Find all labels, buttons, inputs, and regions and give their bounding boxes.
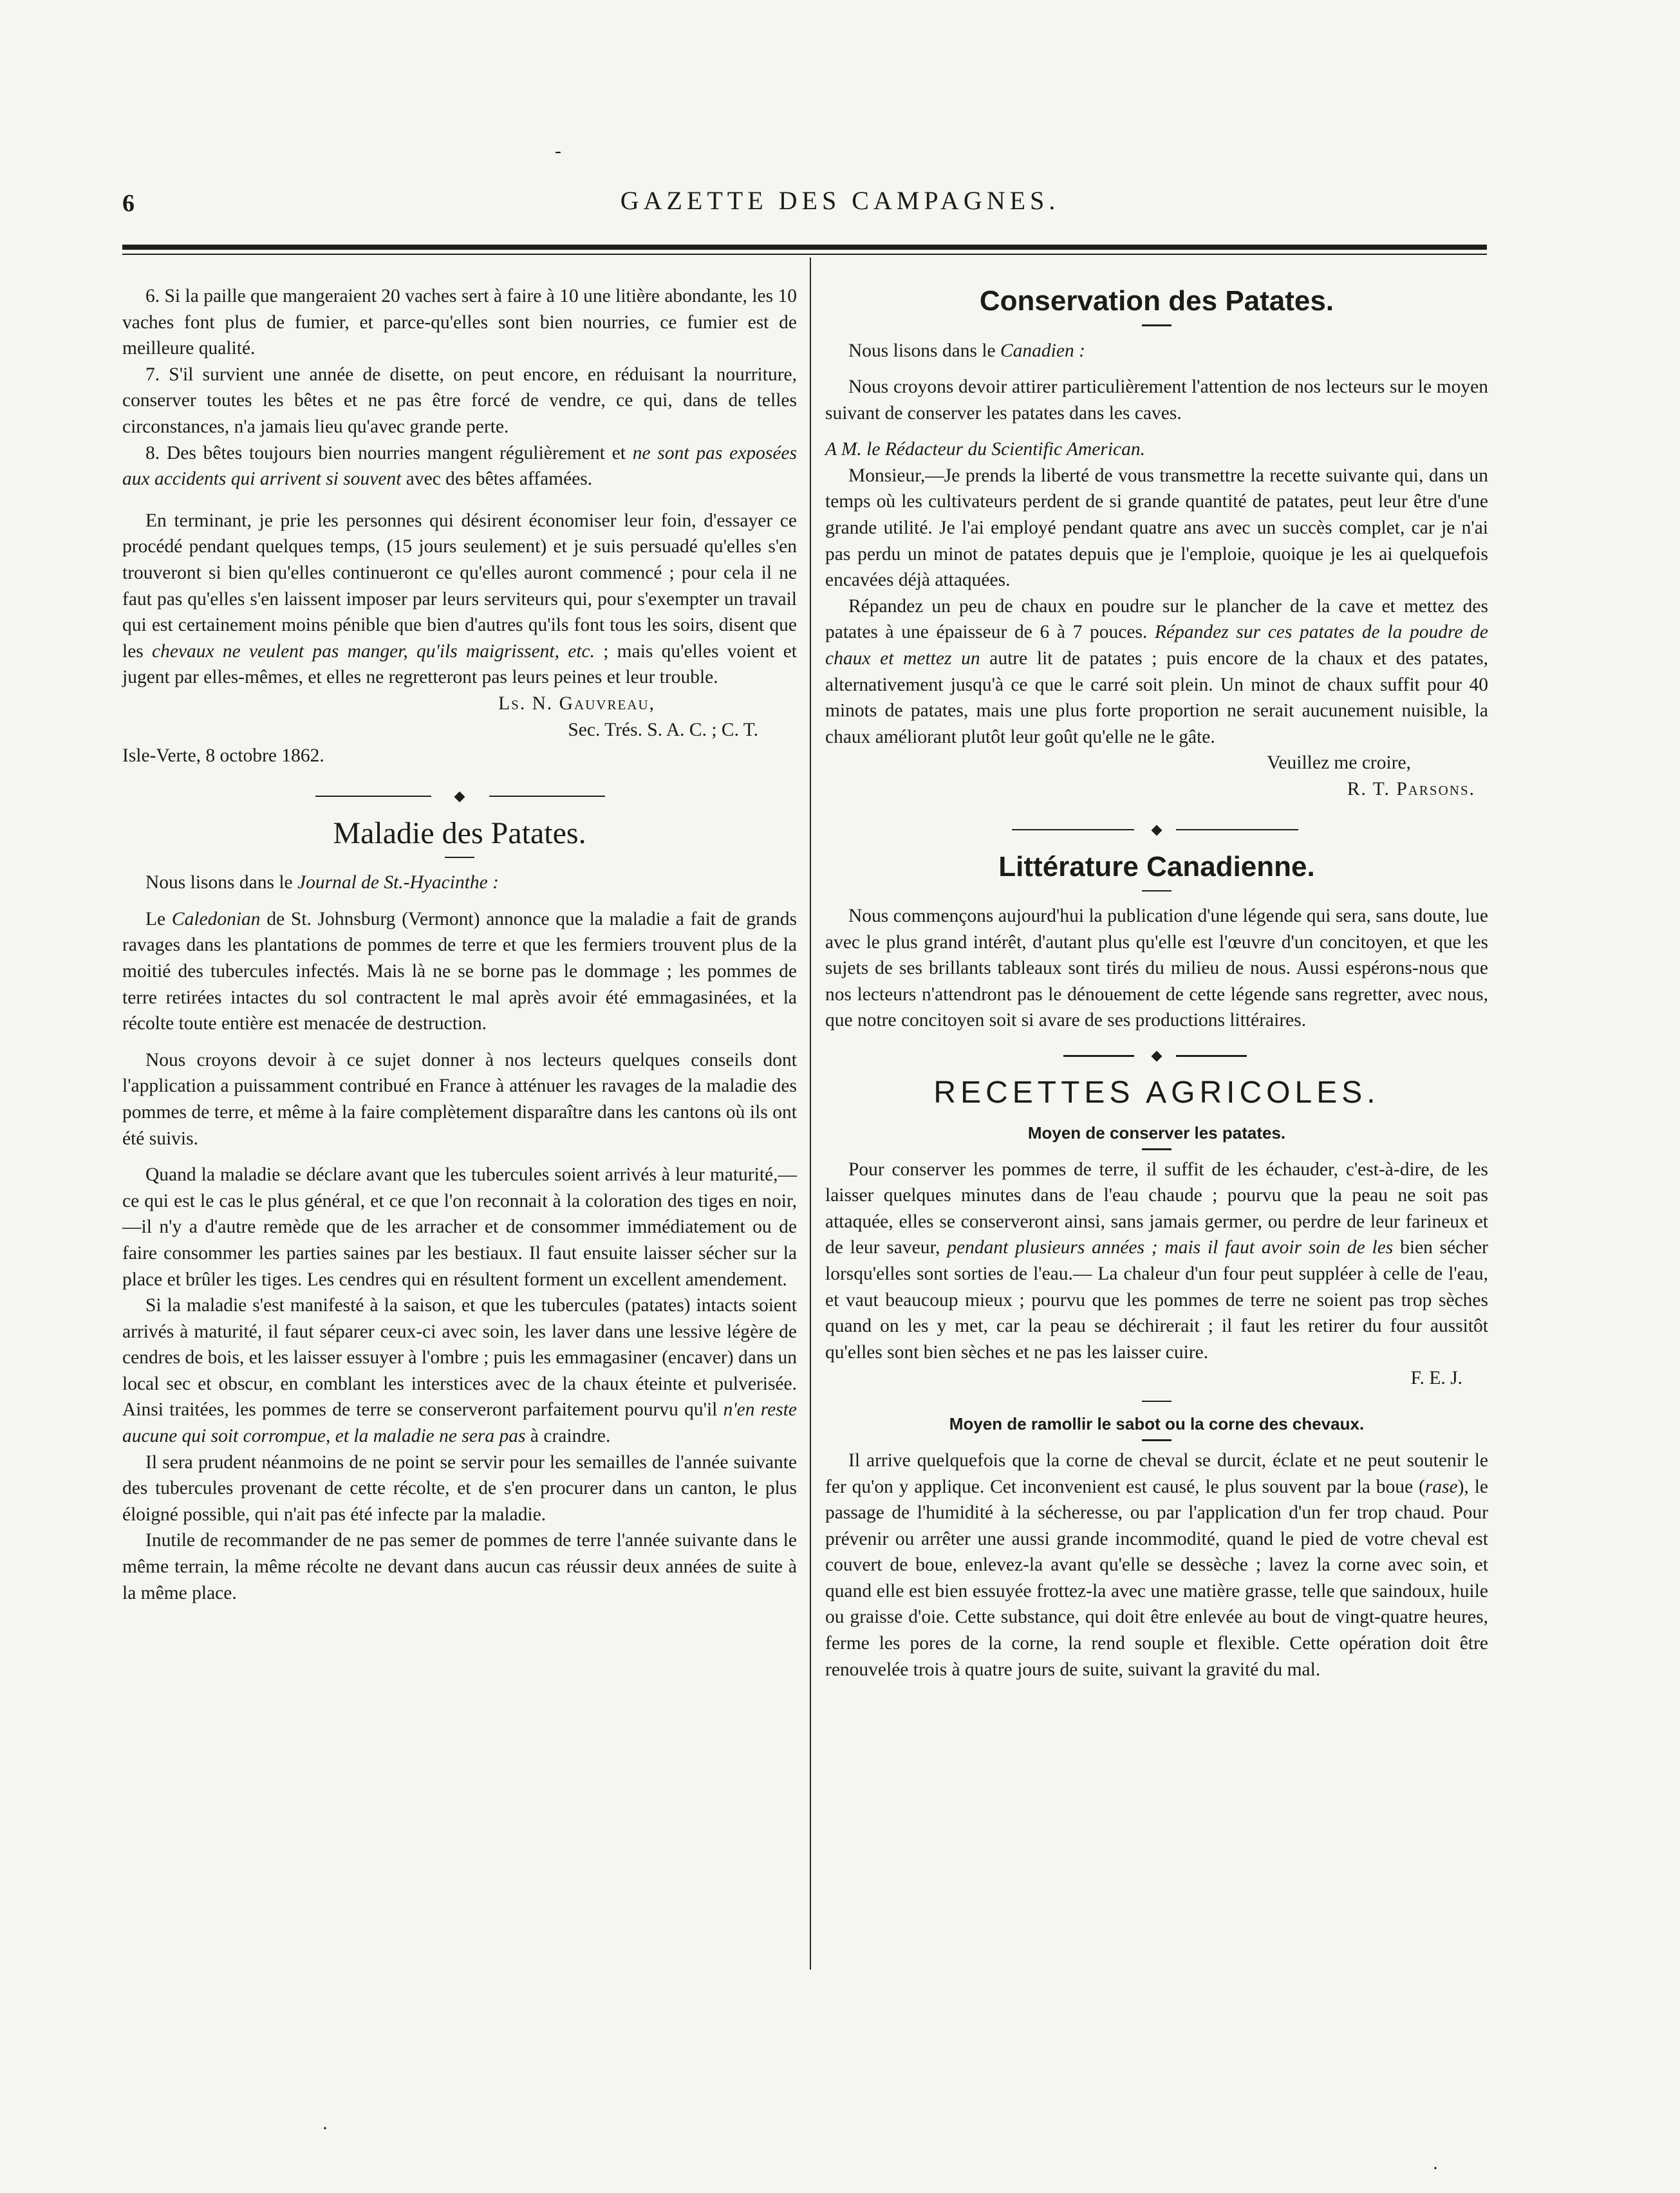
recipe-subtitle-sabot: Moyen de ramollir le sabot ou la corne des chevaux.: [949, 1414, 1365, 1434]
right-column: [825, 283, 1488, 1683]
section-title-recettes: RECETTES AGRICOLES.: [933, 1076, 1380, 1110]
title-dash: [445, 857, 474, 859]
point-6: 6. Si la paille que mangeraient 20 vaches sert à faire à 10 une litière abondante, les 10 vaches font plus de fumier, et parce-qu'elles sont bien nourries, ce fumier est de meilleure qualité.: [122, 286, 797, 359]
title-dash: [1142, 1148, 1171, 1150]
header-rule-thin: [122, 254, 1487, 255]
recipe-1-text: Pour conserver les pommes de terre, il suffit de les échauder, c'est-à-dire, de les laisser quelques minutes dans de l'eau chaude ; pourvu que la peau ne soit pas attaquée, elles se conserveront ainsi, sans jamais germer, ou perdre de leur farineux et de leur saveur, pendant plusieurs années ; mais il faut avoir soin de les bien sécher lorsqu'elles sont sorties de l'eau.— La chaleur d'un four peut suppléer à celle de l'eau, et vaut beaucoup mieux ; pourvu que les pommes de terre ne soient pas trop sèches quand on les y met, car la peau se déchirerait ; il faut les retirer du four aussitôt qu'elles sont bien sèches et ne pas les laisser cuire.: [825, 1159, 1488, 1363]
title-dash: [1142, 890, 1171, 892]
column-divider: [810, 257, 811, 1970]
recipe-2-text: Il arrive quelquefois que la corne de cheval se durcit, éclate et ne peut soutenir le fer qu'on y applique. Cet inconvenient est causé, le plus souvent par la boue (rase), le passage de l'humidité à la sécheresse, ou par l'application d'un fer trop chaud. Pour prévenir ou arrêter une aussi grande incommodité, quand le pied de votre cheval est couvert de boue, enlevez-la avant qu'elle se dessèche ; lavez la corne avec soin, et quand elle est bien essuyée frottez-la avec une matière grasse, telle que saindoux, huile ou graisse d'oie. Cette substance, qui doit être enlevée au bout de vingt-quatre heures, ferme les pores de la corne, la rend souple et flexible. Cette opération doit être renouvelée trois à quatre jours de suite, suivant la gravité du mal.: [825, 1450, 1488, 1680]
point-8: 8. Des bêtes toujours bien nourries mangent régulièrement et ne sont pas exposées aux accidents qui arrivent si souvent avec des bêtes affamées.: [122, 442, 797, 490]
maladie-p1: Le Caledonian de St. Johnsburg (Vermont) annonce que la maladie a fait de grands ravages dans les plantations de pommes de terre et que les fermiers trouvent plus de la moitié des tubercules infectés. Mais là ne se borne pas le dommage ; les pommes de terre retirées intactes du sol contractent le mal après avoir été emmagasinées, et la récolte toute entière est menacée de destruction.: [122, 908, 797, 1034]
point-7: 7. S'il survient une année de disette, on peut encore, en réduisant la nourriture, conserver toutes les bêtes et ne pas être forcé de vendre, ce qui, dans de telles circonstances, n'a jamais lieu qu'avec grande perte.: [122, 364, 797, 437]
header-rule: [122, 245, 1487, 250]
recipe-1-signature: F. E. J.: [1410, 1368, 1462, 1389]
print-mark: ·: [1432, 2158, 1439, 2179]
section-title-maladie: Maladie des Patates.: [333, 816, 586, 850]
section-ornament: [825, 817, 1488, 843]
section-ornament: [122, 783, 797, 809]
conservation-address: A M. le Rédacteur du Scientific American.: [825, 439, 1145, 460]
closing-paragraph: En terminant, je prie les personnes qui désirent économiser leur foin, d'essayer ce procédé pendant quelques temps, (15 jours seulement) et je suis persuadé qu'elles s'en trouveront si bien qu'elles continueront ce qu'elles auront commencé ; pour cela il ne faut pas qu'elles s'en laissent imposer par leurs serviteurs qui, pour s'exempter un travail qui est certainement moins pénible que bien d'autres qu'ils font tous les soirs, disent que les chevaux ne veulent pas manger, qu'ils maigrissent, etc. ; mais qu'elles voient et jugent par elles-mêmes, et elles ne regretteront pas leurs peines et leur trouble.: [122, 510, 797, 688]
place-date: Isle-Verte, 8 octobre 1862.: [122, 745, 324, 767]
maladie-intro: Nous lisons dans le Journal de St.-Hyacinthe :: [145, 872, 499, 893]
print-mark: ·: [322, 2118, 328, 2139]
conservation-intro: Nous lisons dans le Canadien :: [848, 340, 1085, 361]
left-column: [122, 283, 797, 1606]
section-ornament: [825, 1043, 1488, 1069]
section-title-litterature: Littérature Canadienne.: [998, 850, 1315, 882]
maladie-p3: Quand la maladie se déclare avant que les tubercules soient arrivés à leur maturité,—ce qui est le cas le plus général, et ce que l'on reconnait à la coloration des tiges en noir,—il n'y a d'autre remède que de les arracher et de consommer immédiatement ou de faire consommer les parties saines par les bestiaux. Il faut ensuite laisser sécher sur la place et brûler les tiges. Les cendres qui en résultent forment un excellent amendement.: [122, 1164, 797, 1290]
maladie-p2: Nous croyons devoir à ce sujet donner à nos lecteurs quelques conseils dont l'application a puissamment contribué en France à atténuer les ravages de la maladie des pommes de terre, et même à la faire complètement disparaître dans les cantons où ils ont été suivis.: [122, 1049, 797, 1149]
conservation-p2: Monsieur,—Je prends la liberté de vous transmettre la recette suivante qui, dans un temps où les cultivateurs perdent de si grande quantité de patates, peut leur être d'une grande utilité. Je l'ai employé pendant quatre ans avec un succès complet, car je n'ai pas perdu un minot de patates depuis que je l'emploie, quoique je les ai quelquefois encavées déjà attaquées.: [825, 465, 1488, 591]
conservation-p3: Répandez un peu de chaux en poudre sur le plancher de la cave et mettez des patates à une épaisseur de 6 à 7 pouces. Répandez sur ces patates de la poudre de chaux et mettez un autre lit de patates ; puis encore de la chaux et des patates, alternativement jusqu'à ce que le carré soit plein. Un minot de chaux suffit pour 40 minots de patates, mais une plus forte proportion ne serait aucunement nuisible, la chaux améliorant plutôt leur goût qu'elle ne le gâte.: [825, 595, 1488, 747]
recipe-subtitle-patates: Moyen de conserver les patates.: [1027, 1123, 1286, 1143]
signature-title: Sec. Trés. S. A. C. ; C. T.: [568, 719, 758, 740]
signature-name: Ls. N. Gauvreau,: [498, 693, 655, 714]
conservation-signature: R. T. Parsons.: [1347, 779, 1475, 799]
maladie-p4: Si la maladie s'est manifesté à la saison, et que les tubercules (patates) intacts soient arrivés à maturité, il faut séparer ceux-ci avec soin, les laver dans une lessive légère de cendres de bois, et les laisser essuyer à l'ombre ; puis les emmagasiner (encaver) dans un local sec et obscur, en comblant les interstices avec de la chaux éteinte et pulverisée. Ainsi traitées, les pommes de terre se conserveront parfaitement pourvu qu'il n'en reste aucune qui soit corrompue, et la maladie ne sera pas à craindre.: [122, 1295, 797, 1447]
maladie-p5: Il sera prudent néanmoins de ne point se servir pour les semailles de l'année suivante des tubercules provenant de cette récolte, et de s'en procurer dans un canton, le plus éloigné possible, qui n'ait pas été infecte par la maladie.: [122, 1451, 797, 1525]
maladie-p6: Inutile de recommander de ne pas semer de pommes de terre l'année suivante dans le même terrain, la même récolte ne devant dans aucun cas réussir deux années de suite à la même place.: [122, 1530, 797, 1603]
print-mark: -: [555, 140, 561, 162]
masthead-title: GAZETTE DES CAMPAGNES.: [620, 186, 1060, 215]
section-dash: [1142, 1401, 1171, 1403]
litterature-p1: Nous commençons aujourd'hui la publication d'une légende qui sera, sans doute, lue avec le plus grand intérêt, d'autant plus qu'elle est l'œuvre d'un concitoyen, et que les sujets de ses brillants tableaux sont tirés du milieu de nous. Aussi espérons-nous que nos lecteurs n'attendront pas le dénouement de cette légende sans regretter, avec nous, que notre concitoyen soit si avare de ses productions littéraires.: [825, 906, 1488, 1031]
section-title-conservation: Conservation des Patates.: [979, 285, 1334, 317]
conservation-closing: Veuillez me croire,: [1267, 752, 1411, 774]
title-dash: [1142, 324, 1171, 326]
title-dash: [1142, 1439, 1171, 1441]
conservation-p1: Nous croyons devoir attirer particulièrement l'attention de nos lecteurs sur le moyen suivant de conserver les patates dans les caves.: [825, 377, 1488, 424]
page-number: 6: [122, 190, 135, 217]
